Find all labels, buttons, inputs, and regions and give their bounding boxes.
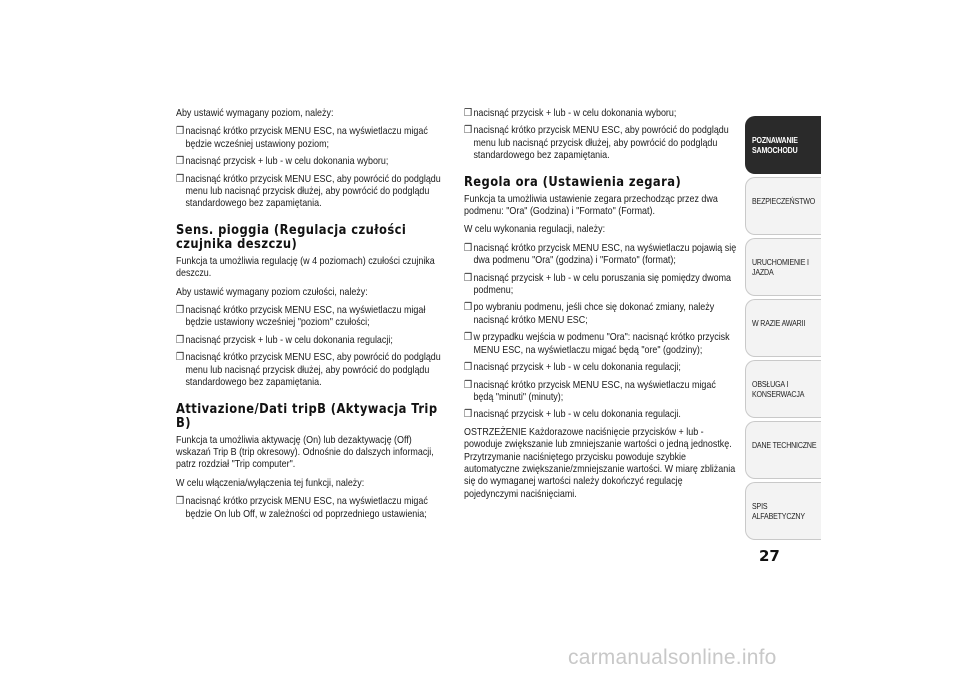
- bullet-item: [464, 273, 737, 298]
- paragraph: Funkcja ta umożliwia ustawienie zegara przechodząc przez dwa podmenu: "Ora" (Godzina) i "Formato" (Format).: [464, 193, 718, 218]
- bullet-text: nacisnąć krótko przycisk MENU ESC, na wyświetlaczu pojawią się dwa podmenu "Ora" (godzina) i "Formato" (format);: [473, 242, 737, 267]
- bullet-item: [464, 243, 737, 268]
- bullet-item: [176, 156, 444, 168]
- bullet-item: [176, 335, 444, 347]
- bullet-text: nacisnąć przycisk + lub - w celu dokonania regulacji.: [473, 409, 681, 421]
- section-heading: Attivazione/Dati tripB (Aktywacja Trip B): [176, 401, 438, 431]
- bullet-item: [464, 409, 737, 421]
- bullet-item: [464, 125, 737, 162]
- bullet-item: [464, 362, 737, 374]
- paragraph: Aby ustawić wymagany poziom, należy:: [176, 108, 334, 119]
- paragraph: Aby ustawić wymagany poziom czułości, należy:: [176, 286, 368, 298]
- bullet-item: [176, 352, 444, 389]
- paragraph: W celu wykonania regulacji, należy:: [464, 224, 606, 236]
- section-heading: Sens. pioggia (Regulacja czułości czujnika deszczu): [176, 222, 407, 252]
- bullet-icon: ❒: [464, 379, 473, 391]
- bullet-text: po wybraniu podmenu, jeśli chce się dokonać zmiany, należy nacisnąć krótko MENU ESC;: [473, 302, 715, 326]
- chapter-tab-label: URUCHOMIENIE I JAZDA: [752, 257, 809, 277]
- chapter-tab[interactable]: [745, 482, 821, 540]
- bullet-item: [176, 496, 444, 521]
- bullet-text: nacisnąć przycisk + lub - w celu dokonania regulacji;: [473, 362, 681, 374]
- bullet-text: nacisnąć krótko przycisk MENU ESC, aby powrócić do podglądu menu lub nacisnąć przycisk dłużej, aby powrócić do podglądu standardowego bez zapamiętania.: [473, 125, 729, 162]
- bullet-text: nacisnąć krótko przycisk MENU ESC, aby powrócić do podglądu menu lub nacisnąć przycisk dłużej, aby powrócić do podglądu standardowego bez zapamiętania.: [185, 173, 441, 210]
- bullet-text: nacisnąć krótko przycisk MENU ESC, na wyświetlaczu migał będzie ustawiony wcześniej "poziom" czułości;: [185, 305, 426, 329]
- paragraph: Funkcja ta umożliwia regulację (w 4 poziomach) czułości czujnika deszczu.: [176, 255, 435, 280]
- paragraph: OSTRZEŻENIE Każdorazowe naciśnięcie przycisków + lub - powoduje zwiększanie lub zmniejszanie wartości o jedną jednostkę. Przytrzymanie naciśniętego przycisku powoduje szybkie automatyczne zwiększanie/zmniejszanie wartości. W miarę zbliżania się do wymaganej wartości należy dokończyć regulację pojedynczymi naciśnięciami.: [464, 426, 736, 500]
- bullet-text: w przypadku wejścia w podmenu "Ora": nacisnąć krótko przycisk MENU ESC, na wyświetlaczu migać będą "ore" (godziny);: [473, 332, 730, 356]
- chapter-tab-label: POZNAWANIE SAMOCHODU: [752, 135, 798, 155]
- chapter-tab-label: DANE TECHNICZNE: [752, 440, 817, 450]
- bullet-item: [176, 174, 444, 211]
- bullet-text: nacisnąć krótko przycisk MENU ESC, aby powrócić do podglądu menu lub nacisnąć przycisk dłużej, aby powrócić do podglądu standardowego bez zapamiętania.: [185, 352, 441, 389]
- bullet-icon: ❒: [176, 352, 185, 364]
- chapter-tabs: [745, 116, 821, 543]
- bullet-text: nacisnąć krótko przycisk MENU ESC, na wyświetlaczu migać będzie On lub Off, w zależności od poprzedniego ustawienia;: [185, 496, 428, 520]
- left-text-column: [176, 108, 444, 526]
- right-text-column: [464, 108, 737, 507]
- bullet-item: [176, 126, 444, 151]
- bullet-icon: ❒: [464, 125, 473, 137]
- chapter-tab-label: SPIS ALFABETYCZNY: [752, 501, 805, 521]
- bullet-text: nacisnąć przycisk + lub - w celu dokonania wyboru;: [473, 108, 677, 119]
- bullet-icon: ❒: [176, 334, 185, 346]
- bullet-icon: ❒: [464, 108, 473, 119]
- section-heading: Regola ora (Ustawienia zegara): [464, 174, 682, 190]
- chapter-tab[interactable]: [745, 360, 821, 418]
- bullet-icon: ❒: [464, 302, 473, 314]
- chapter-tab[interactable]: [745, 177, 821, 235]
- bullet-icon: ❒: [176, 173, 185, 185]
- bullet-icon: ❒: [176, 496, 185, 508]
- bullet-text: nacisnąć przycisk + lub - w celu dokonania wyboru;: [185, 156, 389, 168]
- chapter-tab-label: BEZPIECZEŃSTWO: [752, 196, 816, 206]
- bullet-icon: ❒: [176, 156, 185, 168]
- page-number: 27: [759, 547, 780, 565]
- bullet-text: nacisnąć przycisk + lub - w celu dokonania regulacji;: [185, 334, 393, 346]
- bullet-icon: ❒: [464, 332, 473, 344]
- bullet-text: nacisnąć krótko przycisk MENU ESC, na wyświetlaczu migać będą "minuti" (minuty);: [473, 379, 716, 403]
- chapter-tab[interactable]: [745, 299, 821, 357]
- watermark: carmanualsonline.info: [568, 646, 777, 669]
- bullet-icon: ❒: [176, 305, 185, 317]
- bullet-icon: ❒: [176, 126, 185, 138]
- bullet-item: [464, 380, 737, 405]
- bullet-item: [176, 305, 444, 330]
- bullet-icon: ❒: [464, 272, 473, 284]
- bullet-text: nacisnąć krótko przycisk MENU ESC, na wyświetlaczu migać będzie wcześniej ustawiony poziom;: [185, 126, 428, 150]
- bullet-text: nacisnąć przycisk + lub - w celu poruszania się pomiędzy dwoma podmenu;: [473, 272, 731, 297]
- chapter-tab-label: W RAZIE AWARII: [752, 318, 806, 328]
- paragraph: W celu włączenia/wyłączenia tej funkcji, należy:: [176, 477, 365, 489]
- chapter-tab[interactable]: [745, 421, 821, 479]
- bullet-icon: ❒: [464, 242, 473, 254]
- bullet-item: [464, 332, 737, 357]
- bullet-item: [464, 302, 737, 327]
- bullet-icon: ❒: [464, 409, 473, 421]
- paragraph: Funkcja ta umożliwia aktywację (On) lub dezaktywację (Off) wskazań Trip B (trip okresowy). Odnośnie do dalszych informacji, patrz rozdział "Trip computer".: [176, 434, 434, 471]
- chapter-tab-label: OBSŁUGA I KONSERWACJA: [752, 379, 805, 399]
- bullet-item: [464, 108, 737, 120]
- chapter-tab[interactable]: [745, 238, 821, 296]
- chapter-tab[interactable]: [745, 116, 821, 174]
- bullet-icon: ❒: [464, 362, 473, 374]
